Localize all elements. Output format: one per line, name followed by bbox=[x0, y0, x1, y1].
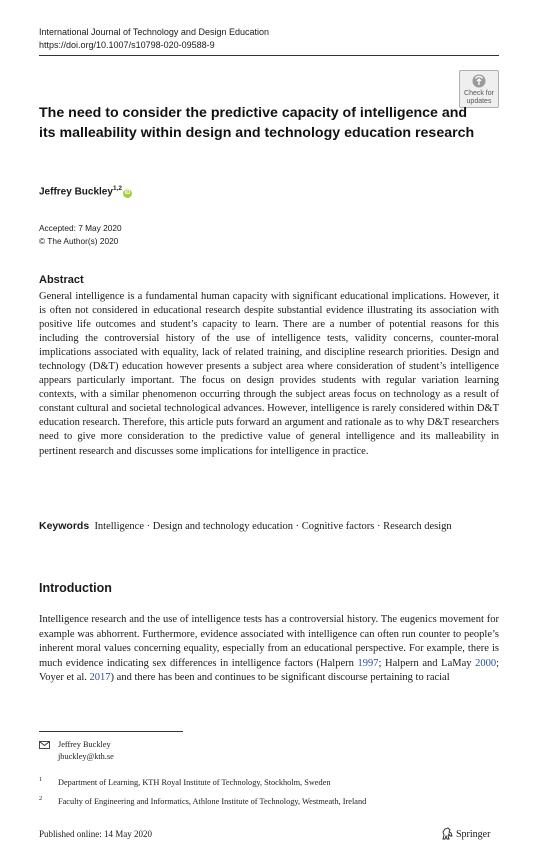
check-for-updates-label: Check for updates bbox=[464, 90, 494, 105]
introduction-text bbox=[39, 613, 499, 686]
doi-link[interactable]: https://doi.org/10.1007/s10798-020-09588-9 bbox=[39, 40, 215, 50]
introduction-heading: Introduction bbox=[39, 581, 112, 595]
citation-link[interactable]: 2000 bbox=[475, 657, 497, 669]
intro-text-part: Intelligence research and the use of intelligence tests has a controversial history. The eugenics movement for example was abhorrent. Furthermore, evidence associated with intelligence can often run counter to people’s inherent moral values concerning equality, especially from an educational perspective. For example, there is much evidence indicating sex differences in intelligence factors (Halpern bbox=[39, 614, 499, 669]
header-divider bbox=[39, 55, 499, 56]
envelope-icon bbox=[39, 741, 50, 749]
springer-horse-icon bbox=[440, 827, 454, 841]
article-title: The need to consider the predictive capacity of intelligence and its malleability within design and technology education research bbox=[39, 105, 475, 141]
contact-name: Jeffrey Buckley bbox=[58, 740, 111, 749]
affiliation-text: Department of Learning, KTH Royal Institute of Technology, Stockholm, Sweden bbox=[58, 778, 331, 787]
footnote-divider bbox=[39, 731, 183, 732]
abstract-heading: Abstract bbox=[39, 274, 84, 286]
citation-link[interactable]: 2017 bbox=[89, 672, 111, 684]
intro-text-part: ; Voyer et al. bbox=[39, 657, 499, 684]
author-name[interactable]: Jeffrey Buckley bbox=[39, 186, 113, 198]
keywords-list: Intelligence · Design and technology education · Cognitive factors · Research design bbox=[94, 521, 452, 532]
affiliation-number: 2 bbox=[39, 795, 43, 802]
affiliation-number: 1 bbox=[39, 776, 43, 783]
keywords-label: Keywords bbox=[39, 520, 90, 532]
citation-link[interactable]: 1997 bbox=[357, 657, 379, 669]
corresponding-author bbox=[58, 739, 114, 763]
intro-text-part: ; Halpern and LaMay bbox=[378, 657, 476, 669]
contact-email[interactable]: jbuckley@kth.se bbox=[58, 752, 114, 761]
author-affiliation-marks: 1,2 bbox=[112, 185, 122, 192]
journal-header bbox=[39, 26, 269, 52]
check-for-updates-badge[interactable] bbox=[459, 70, 499, 108]
publisher-name: Springer bbox=[456, 829, 491, 840]
check-for-updates-icon bbox=[472, 74, 486, 88]
orcid-icon[interactable]: iD bbox=[124, 190, 131, 197]
journal-name: International Journal of Technology and Design Education bbox=[39, 27, 269, 37]
accepted-date: Accepted: 7 May 2020 bbox=[39, 223, 122, 233]
published-date: Published online: 14 May 2020 bbox=[39, 829, 152, 839]
copyright: © The Author(s) 2020 bbox=[39, 236, 119, 246]
keywords bbox=[39, 519, 499, 535]
author-line bbox=[39, 185, 132, 198]
article-dates bbox=[39, 222, 122, 248]
intro-text-part: ) and there has been and continues to be significant discourse pertaining to racial bbox=[110, 672, 450, 684]
abstract-text: General intelligence is a fundamental human capacity with significant educational implications. However, it is often not considered in educational research despite substantial evidence illustrating its association with positive life outcomes and student’s capacity to learn. There are a number of potential reasons for this including the controversial history of the use of intelligence tests, validity concerns, counter-moral implications associated with equality, lack of related training, and discipline research priorities. Design and technology (D&T) education however presents a subject area where consideration of student’s intelligence appears particularly important. The focus on design provides students with regular variation learning contexts, with a similar phenomenon occurring through the subject areas focus on technology as a result of constant cultural and societal technological advances. However, intelligence is rarely considered within D&T education research. Therefore, this article puts forward an argument and rationale as to why D&T researchers need to give more consideration to the predictive value of general intelligence and its malleability in pertinent research and discusses some implications for intelligence in practice. bbox=[39, 291, 499, 457]
affiliation-text: Faculty of Engineering and Informatics, Athlone Institute of Technology, Westmeath, Ireland bbox=[58, 797, 367, 806]
